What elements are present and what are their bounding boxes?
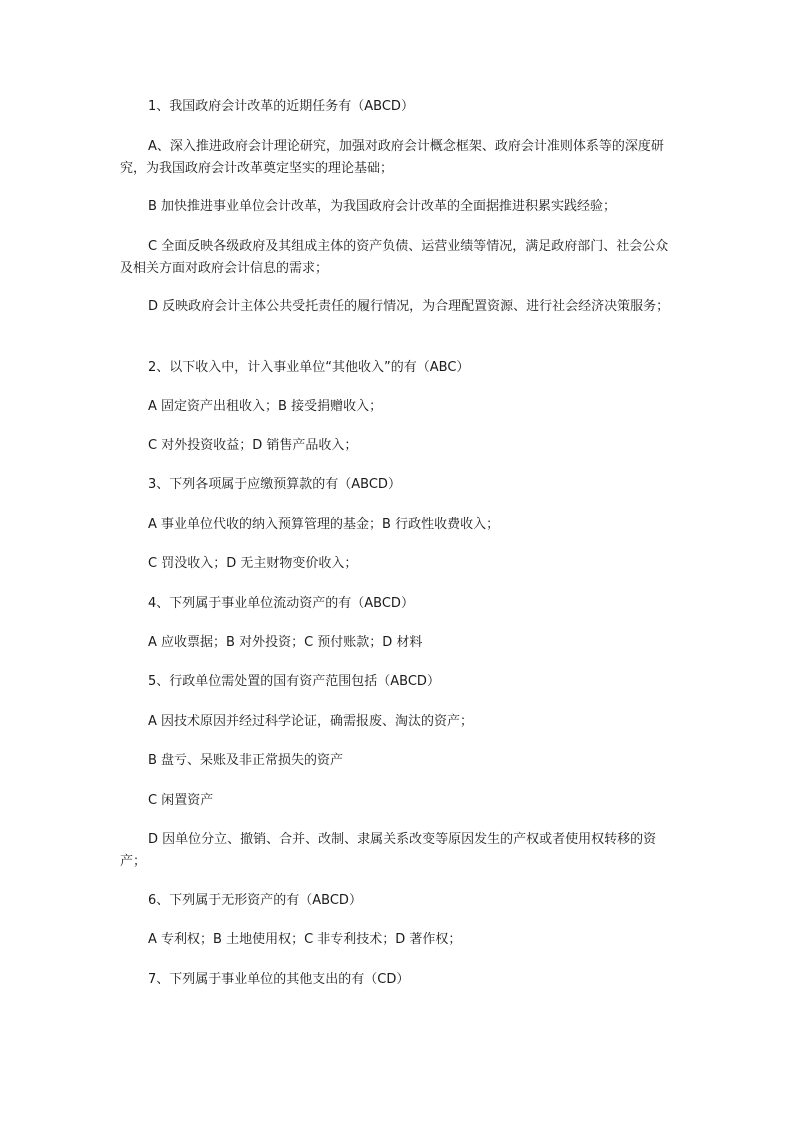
question-1-title: 1、我国政府会计改革的近期任务有（ABCD） [148,99,414,114]
question-7-title: 7、下列属于事业单位的其他支出的有（CD） [148,972,410,987]
question-1-option-c: C 全面反映各级政府及其组成主体的资产负债、运营业绩等情况，满足政府部门、社会公众及相关方面对政府会计信息的需求； [120,239,669,276]
question-5-title: 5、行政单位需处置的国有资产范围包括（ABCD） [148,674,440,689]
question-1-option-a: A、深入推进政府会计理论研究，加强对政府会计概念框架、政府会计准则体系等的深度研究，为我国政府会计改革奠定坚实的理论基础； [120,139,664,176]
question-3-title: 3、下列各项属于应缴预算款的有（ABCD） [148,477,401,492]
question-1-option-d: D 反映政府会计主体公共受托责任的履行情况，为合理配置资源、进行社会经济决策服务； [148,299,670,314]
question-5-option-a: A 因技术原因并经过科学论证，确需报废、淘汰的资产； [148,714,474,729]
question-1-option-b: B 加快推进事业单位会计改革，为我国政府会计改革的全面据推进积累实践经验； [148,199,617,214]
question-4-options: A 应收票据；B 对外投资；C 预付账款；D 材料 [148,635,423,650]
question-5-option-d: D 因单位分立、撤销、合并、改制、隶属关系改变等原因发生的产权或者使用权转移的资产； [120,832,657,869]
question-6-title: 6、下列属于无形资产的有（ABCD） [148,893,362,908]
question-3-options-ab: A 事业单位代收的纳入预算管理的基金；B 行政性收费收入； [148,517,500,532]
question-2-options-cd: C 对外投资收益；D 销售产品收入； [148,438,358,453]
question-2-options-ab: A 固定资产出租收入；B 接受捐赠收入； [148,399,383,414]
question-3-options-cd: C 罚没收入；D 无主财物变价收入； [148,556,358,571]
question-6-options: A 专利权；B 土地使用权；C 非专利技术；D 著作权； [148,932,462,947]
question-5-option-c: C 闲置资产 [148,793,214,808]
question-5-option-b: B 盘亏、呆账及非正常损失的资产 [148,753,344,768]
question-4-title: 4、下列属于事业单位流动资产的有（ABCD） [148,596,414,611]
question-2-title: 2、以下收入中，计入事业单位“其他收入”的有（ABC） [148,360,470,375]
